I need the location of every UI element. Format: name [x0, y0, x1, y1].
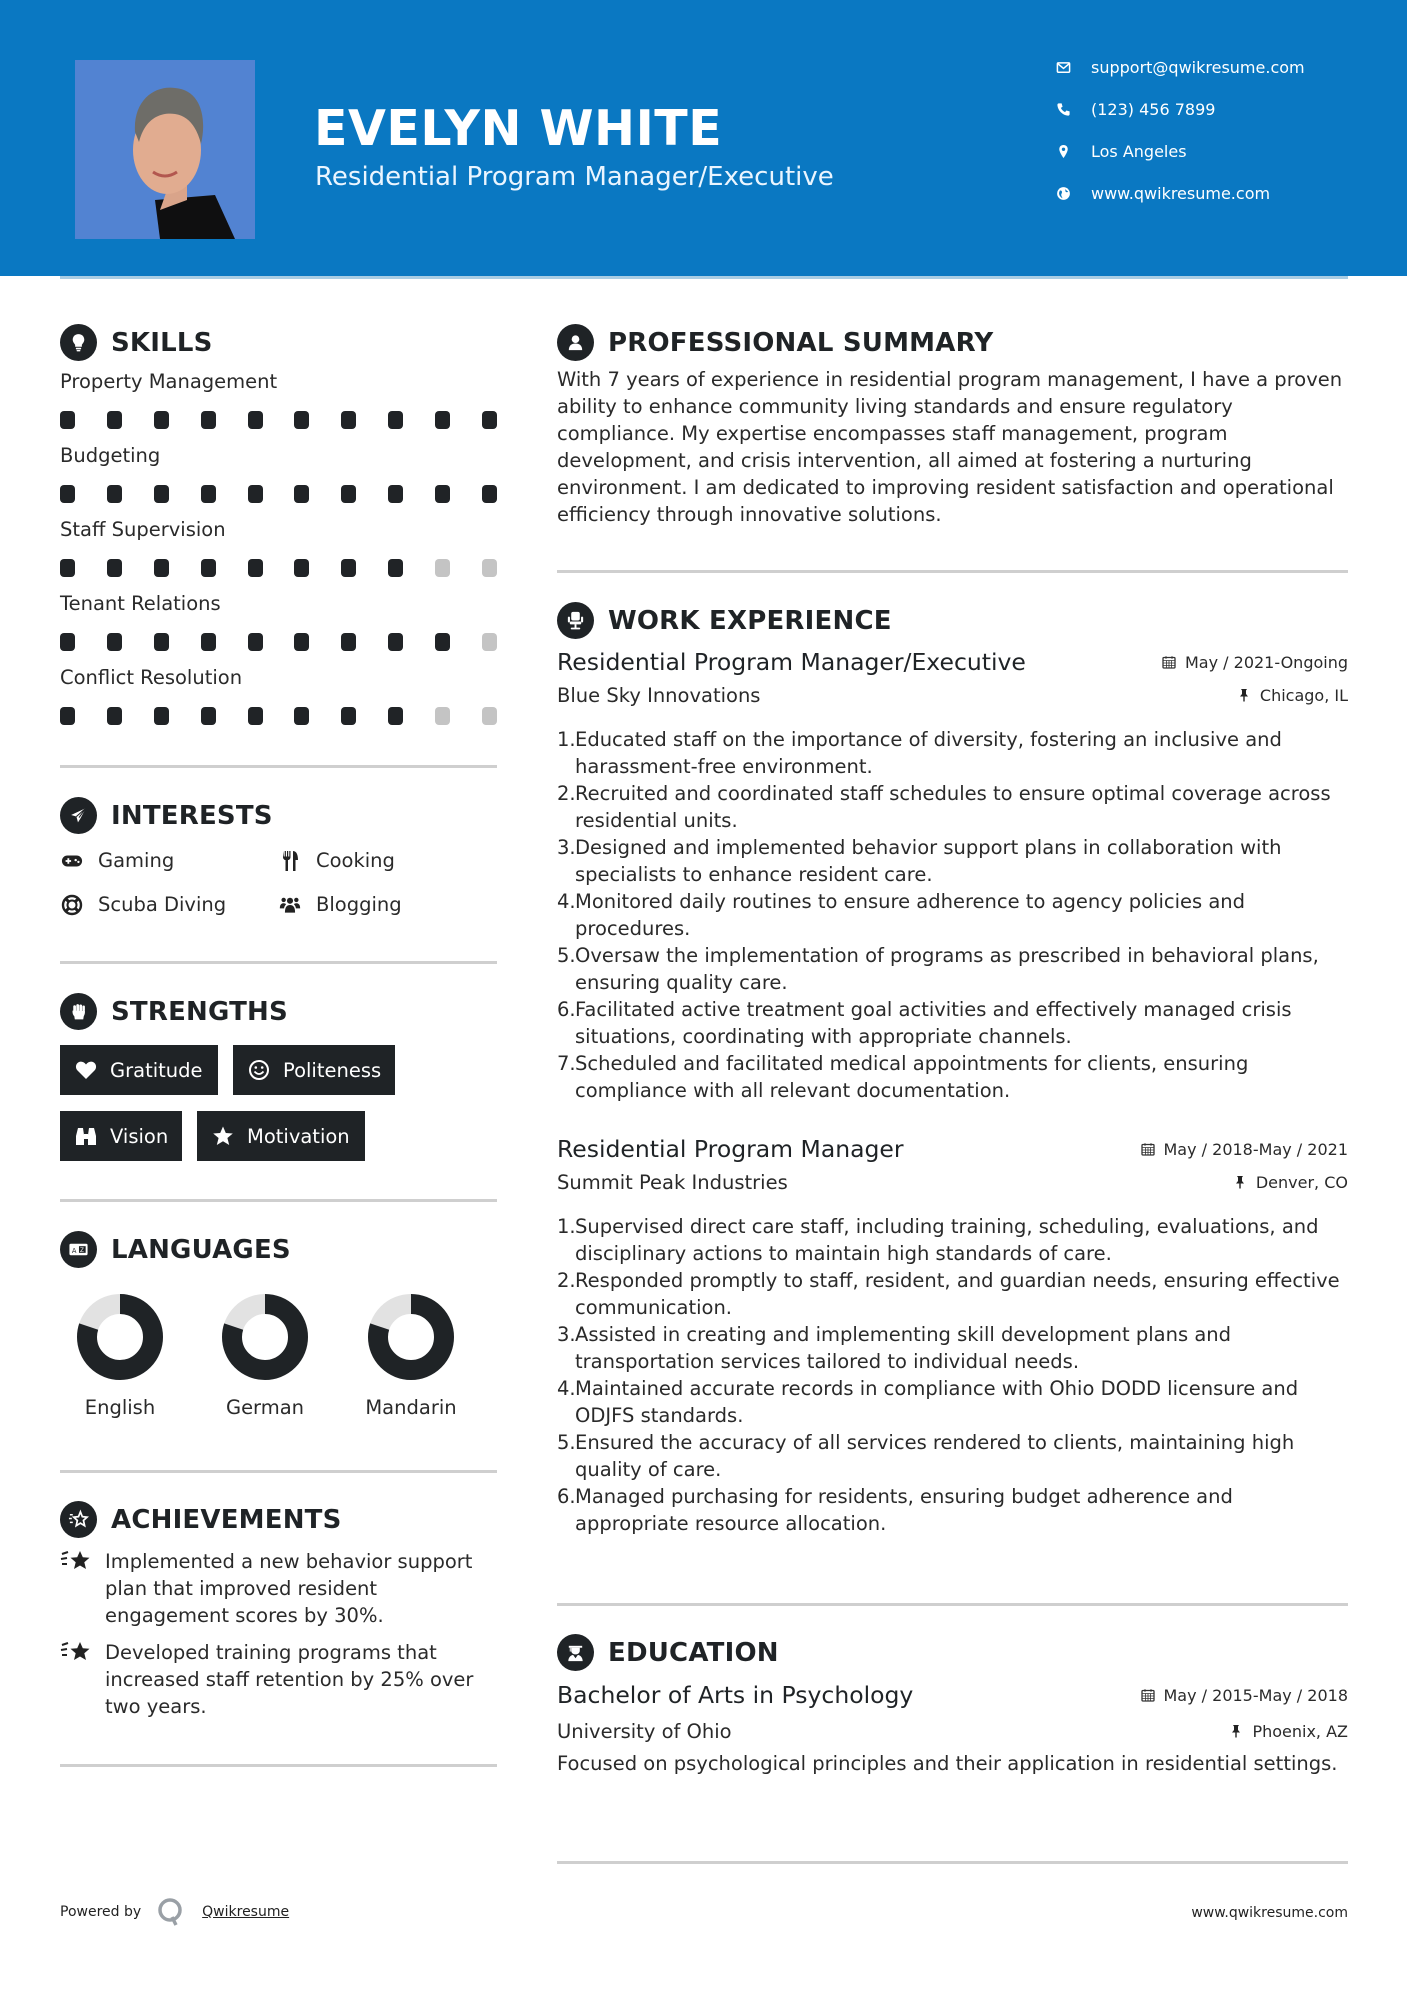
rating-dot-filled [248, 707, 263, 725]
education-header [557, 1678, 1348, 1712]
interests-title: INTERESTS [111, 800, 273, 831]
fist-icon [60, 993, 97, 1030]
globe-icon [1055, 186, 1071, 202]
footer-website[interactable]: www.qwikresume.com [1191, 1905, 1348, 1921]
duty-text: Educated staff on the importance of diversity, fostering an inclusive and harassment-free environment. [575, 728, 1282, 778]
duty-number: 6. [557, 1485, 576, 1508]
section-divider [557, 1603, 1348, 1606]
rating-dot-filled [248, 485, 263, 503]
rating-dot-filled [107, 485, 122, 503]
skill-rating [60, 411, 497, 429]
language-donut-chart [77, 1294, 163, 1380]
duty-item [557, 1429, 1348, 1483]
skill-item [60, 443, 497, 503]
section-divider [557, 1861, 1348, 1864]
resume-header [0, 0, 1407, 276]
lightbulb-icon [60, 324, 97, 361]
thumbtack-icon [1233, 1175, 1247, 1189]
shooting-star-icon [60, 1548, 94, 1574]
users-icon [278, 894, 302, 916]
duty-item [557, 726, 1348, 780]
thumbtack-icon [1229, 1724, 1243, 1738]
contact-location-text: Los Angeles [1091, 142, 1187, 161]
rating-dot-filled [294, 485, 309, 503]
duty-item [557, 1213, 1348, 1267]
duty-number: 2. [557, 1269, 576, 1292]
rating-dot-filled [435, 633, 450, 651]
duty-number: 1. [557, 1215, 576, 1238]
rating-dot-filled [154, 707, 169, 725]
svg-text:Z: Z [80, 1247, 84, 1254]
rating-dot-filled [107, 707, 122, 725]
duty-number: 5. [557, 1431, 576, 1454]
duty-number: 2. [557, 782, 576, 805]
rating-dot-filled [154, 411, 169, 429]
duty-item [557, 780, 1348, 834]
education-title: EDUCATION [608, 1637, 779, 1668]
rating-dot-filled [435, 411, 450, 429]
rating-dot-filled [341, 485, 356, 503]
contact-website[interactable] [1055, 183, 1305, 204]
rating-dot-filled [482, 485, 497, 503]
education-dates [1141, 1686, 1349, 1705]
duty-item [557, 1375, 1348, 1429]
rating-dot-filled [60, 559, 75, 577]
education-location [1229, 1722, 1348, 1741]
section-divider [60, 765, 497, 768]
skill-name: Property Management [60, 370, 278, 393]
strength-chip [197, 1111, 365, 1161]
graduate-icon [557, 1634, 594, 1671]
achievement-text: Developed training programs that increased staff retention by 25% over two years. [105, 1641, 474, 1718]
skills-heading [60, 324, 497, 361]
language-item [55, 1294, 185, 1419]
skill-name: Conflict Resolution [60, 666, 243, 689]
skill-name: Staff Supervision [60, 518, 226, 541]
job-dates [1141, 1140, 1349, 1159]
profile-photo-image [75, 60, 255, 239]
rating-dot-filled [341, 707, 356, 725]
strength-label: Politeness [283, 1058, 382, 1082]
utensils-icon [278, 850, 302, 872]
binoculars-icon [74, 1124, 98, 1148]
rating-dot-filled [60, 411, 75, 429]
duty-item [557, 996, 1348, 1050]
job-header [557, 1133, 1348, 1165]
duty-text: Designed and implemented behavior support plans in collaboration with specialists to enhance resident care. [575, 836, 1282, 886]
section-divider [557, 570, 1348, 573]
education-subheader [557, 1712, 1348, 1750]
strength-chip [233, 1045, 395, 1095]
rating-dot-empty [482, 559, 497, 577]
job-duties [557, 1213, 1348, 1537]
education-section [557, 1634, 1348, 1777]
rating-dot-filled [388, 411, 403, 429]
rating-dot-filled [154, 559, 169, 577]
job-title: Residential Program Manager [557, 1135, 904, 1163]
job-entry [557, 1133, 1348, 1537]
duty-number: 4. [557, 1377, 576, 1400]
contact-list [1055, 57, 1305, 225]
rating-dot-filled [294, 707, 309, 725]
strengths-section [60, 993, 497, 1030]
language-item [346, 1294, 476, 1419]
duty-text: Recruited and coordinated staff schedules to ensure optimal coverage across residential units. [575, 782, 1331, 832]
interest-label: Gaming [98, 849, 175, 872]
interest-item [278, 847, 497, 874]
skill-rating [60, 559, 497, 577]
contact-email-text: support@qwikresume.com [1091, 58, 1305, 77]
section-divider [60, 1470, 497, 1473]
contact-email[interactable] [1055, 57, 1305, 78]
section-divider [60, 1764, 497, 1767]
job-dates [1162, 653, 1348, 672]
section-divider [60, 961, 497, 964]
rating-dot-filled [482, 411, 497, 429]
duty-item [557, 1050, 1348, 1104]
thumbtack-icon [1237, 688, 1251, 702]
rating-dot-filled [201, 633, 216, 651]
profile-photo [75, 60, 255, 239]
rating-dot-filled [388, 633, 403, 651]
header-divider [60, 276, 1348, 279]
rating-dot-empty [435, 707, 450, 725]
rating-dot-filled [60, 707, 75, 725]
map-marker-icon [1055, 144, 1071, 160]
job-location-text: Denver, CO [1255, 1172, 1348, 1192]
duty-number: 3. [557, 1323, 576, 1346]
education-heading [557, 1634, 1348, 1671]
language-name: Mandarin [365, 1396, 457, 1419]
achievement-text: Implemented a new behavior support plan that improved resident engagement scores by 30%. [105, 1550, 473, 1627]
duty-item [557, 1483, 1348, 1537]
duty-text: Oversaw the implementation of programs as prescribed in behavioral plans, ensuring quality care. [575, 944, 1319, 994]
duty-text: Responded promptly to staff, resident, and guardian needs, ensuring effective communication. [575, 1269, 1340, 1319]
skills-title: SKILLS [111, 327, 213, 358]
heart-icon [74, 1058, 98, 1082]
life-ring-icon [60, 894, 84, 916]
skill-rating [60, 633, 497, 651]
rating-dot-filled [248, 559, 263, 577]
job-location-text: Chicago, IL [1259, 685, 1348, 705]
shooting-star-icon [60, 1639, 94, 1665]
interest-item [60, 891, 278, 918]
achievement-item [60, 1639, 497, 1720]
languages-heading [60, 1231, 497, 1268]
rating-dot-filled [60, 485, 75, 503]
rating-dot-filled [388, 559, 403, 577]
section-divider [60, 1199, 497, 1202]
rating-dot-empty [482, 707, 497, 725]
interest-label: Blogging [316, 893, 402, 916]
envelope-icon [1055, 60, 1071, 76]
achievement-item [60, 1548, 497, 1629]
summary-text: With 7 years of experience in residential program management, I have a proven ability to enhance community living standards and ensure regulatory compliance. My expertise encompasses staff management, program development, and crisis intervention, all aimed at fostering a nurturing environment. I am dedicated to improving resident satisfaction and operational efficiency through innovative solutions. [557, 368, 1343, 526]
languages-title: LANGUAGES [111, 1234, 291, 1265]
calendar-icon [1162, 655, 1176, 669]
rating-dot-filled [294, 559, 309, 577]
interests-list [60, 847, 497, 918]
summary-section [557, 324, 1348, 528]
skill-rating [60, 707, 497, 725]
job-dates-text: May / 2018-May / 2021 [1163, 1139, 1348, 1159]
school-name: University of Ohio [557, 1719, 732, 1743]
education-location-text: Phoenix, AZ [1252, 1721, 1348, 1741]
rating-dot-filled [60, 633, 75, 651]
education-description: Focused on psychological principles and their application in residential settings. [557, 1752, 1338, 1775]
duty-text: Supervised direct care staff, including training, scheduling, evaluations, and disciplinary actions to maintain high standards of care. [575, 1215, 1319, 1265]
duty-item [557, 942, 1348, 996]
duty-text: Scheduled and facilitated medical appointments for clients, ensuring compliance with all relevant documentation. [575, 1052, 1249, 1102]
rating-dot-filled [201, 707, 216, 725]
rating-dot-filled [201, 559, 216, 577]
rating-dot-filled [154, 485, 169, 503]
work-heading [557, 602, 1348, 639]
job-entry [557, 646, 1348, 1104]
rating-dot-filled [107, 559, 122, 577]
interest-item [60, 847, 278, 874]
star-icon [211, 1124, 235, 1148]
duty-number: 1. [557, 728, 576, 751]
skill-item [60, 665, 497, 725]
degree: Bachelor of Arts in Psychology [557, 1681, 914, 1709]
rating-dot-filled [201, 485, 216, 503]
duty-number: 5. [557, 944, 576, 967]
strengths-title: STRENGTHS [111, 996, 288, 1027]
languages-section [60, 1231, 497, 1268]
qwikresume-logo-icon [156, 1897, 186, 1927]
user-circle-icon [557, 324, 594, 361]
calendar-icon [1141, 1142, 1155, 1156]
interest-item [278, 891, 497, 918]
job-subheader [557, 678, 1348, 712]
skills-list [60, 369, 497, 725]
skill-name: Budgeting [60, 444, 161, 467]
calendar-icon [1141, 1688, 1155, 1702]
office-chair-icon [557, 602, 594, 639]
strength-chip [60, 1045, 218, 1095]
achievements-heading [60, 1501, 497, 1538]
rating-dot-filled [341, 411, 356, 429]
skill-rating [60, 485, 497, 503]
skill-item [60, 591, 497, 651]
rating-dot-filled [201, 411, 216, 429]
rating-dot-empty [435, 559, 450, 577]
duty-text: Assisted in creating and implementing skill development plans and transportation services tailored to individual needs. [575, 1323, 1232, 1373]
education-dates-text: May / 2015-May / 2018 [1163, 1685, 1348, 1705]
language-icon [60, 1231, 97, 1268]
job-location [1233, 1173, 1348, 1192]
interest-label: Scuba Diving [98, 893, 227, 916]
language-donut-chart [222, 1294, 308, 1380]
rating-dot-filled [435, 485, 450, 503]
duty-item [557, 1267, 1348, 1321]
rating-dot-empty [482, 633, 497, 651]
powered-by-text: Powered by [60, 1904, 142, 1920]
rating-dot-filled [107, 633, 122, 651]
achievements-title: ACHIEVEMENTS [111, 1504, 342, 1535]
contact-phone[interactable] [1055, 99, 1305, 120]
interests-section [60, 797, 497, 918]
rating-dot-filled [388, 707, 403, 725]
skill-item [60, 369, 497, 429]
phone-icon [1055, 102, 1071, 118]
smile-icon [247, 1058, 271, 1082]
rating-dot-filled [341, 559, 356, 577]
achievements-section [60, 1501, 497, 1720]
duty-text: Maintained accurate records in compliance with Ohio DODD licensure and ODJFS standards. [575, 1377, 1299, 1427]
language-name: English [84, 1396, 156, 1419]
strength-label: Motivation [247, 1124, 350, 1148]
interests-heading [60, 797, 497, 834]
rating-dot-filled [388, 485, 403, 503]
rating-dot-filled [107, 411, 122, 429]
language-name: German [225, 1396, 305, 1419]
summary-heading [557, 324, 1348, 361]
job-duties [557, 726, 1348, 1104]
strengths-heading [60, 993, 497, 1030]
duty-text: Ensured the accuracy of all services rendered to clients, maintaining high quality of care. [575, 1431, 1295, 1481]
job-title: Residential Program Manager/Executive [557, 648, 1026, 676]
strength-chip [60, 1111, 182, 1161]
rating-dot-filled [154, 633, 169, 651]
contact-website-text: www.qwikresume.com [1091, 184, 1271, 203]
rating-dot-filled [341, 633, 356, 651]
rating-dot-filled [294, 411, 309, 429]
strength-label: Vision [110, 1124, 169, 1148]
paper-plane-icon [60, 797, 97, 834]
skill-item [60, 517, 497, 577]
candidate-title: Residential Program Manager/Executive [315, 162, 834, 192]
rating-dot-filled [294, 633, 309, 651]
duty-number: 3. [557, 836, 576, 859]
duty-text: Managed purchasing for residents, ensuring budget adherence and appropriate resource allocation. [575, 1485, 1233, 1535]
strength-label: Gratitude [110, 1058, 203, 1082]
duty-text: Monitored daily routines to ensure adherence to agency policies and procedures. [575, 890, 1246, 940]
gamepad-icon [60, 850, 84, 872]
duty-item [557, 1321, 1348, 1375]
job-header [557, 646, 1348, 678]
job-company: Blue Sky Innovations [557, 683, 761, 707]
job-company: Summit Peak Industries [557, 1170, 788, 1194]
duty-number: 6. [557, 998, 576, 1021]
achievements-list [60, 1548, 497, 1720]
job-location [1237, 686, 1348, 705]
svg-text:A: A [71, 1246, 77, 1255]
shooting-star-icon [60, 1501, 97, 1538]
duty-number: 7. [557, 1052, 576, 1075]
work-section [557, 602, 1348, 1537]
interest-label: Cooking [316, 849, 395, 872]
rating-dot-filled [248, 633, 263, 651]
skills-section [60, 324, 497, 739]
footer-powered-by [60, 1897, 289, 1927]
job-dates-text: May / 2021-Ongoing [1185, 652, 1348, 672]
qwikresume-link[interactable]: Qwikresume [202, 1904, 290, 1920]
language-donut-chart [368, 1294, 454, 1380]
duty-item [557, 888, 1348, 942]
duty-text: Facilitated active treatment goal activities and effectively managed crisis situations, coordinating with appropriate channels. [575, 998, 1292, 1048]
rating-dot-filled [248, 411, 263, 429]
contact-location [1055, 141, 1305, 162]
work-title: WORK EXPERIENCE [608, 605, 892, 636]
duty-item [557, 834, 1348, 888]
job-subheader [557, 1165, 1348, 1199]
skill-name: Tenant Relations [60, 592, 221, 615]
language-item [200, 1294, 330, 1419]
education-entry [557, 1678, 1348, 1777]
candidate-name: EVELYN WHITE [314, 100, 723, 157]
contact-phone-text: (123) 456 7899 [1091, 100, 1216, 119]
duty-number: 4. [557, 890, 576, 913]
summary-title: PROFESSIONAL SUMMARY [608, 327, 994, 358]
